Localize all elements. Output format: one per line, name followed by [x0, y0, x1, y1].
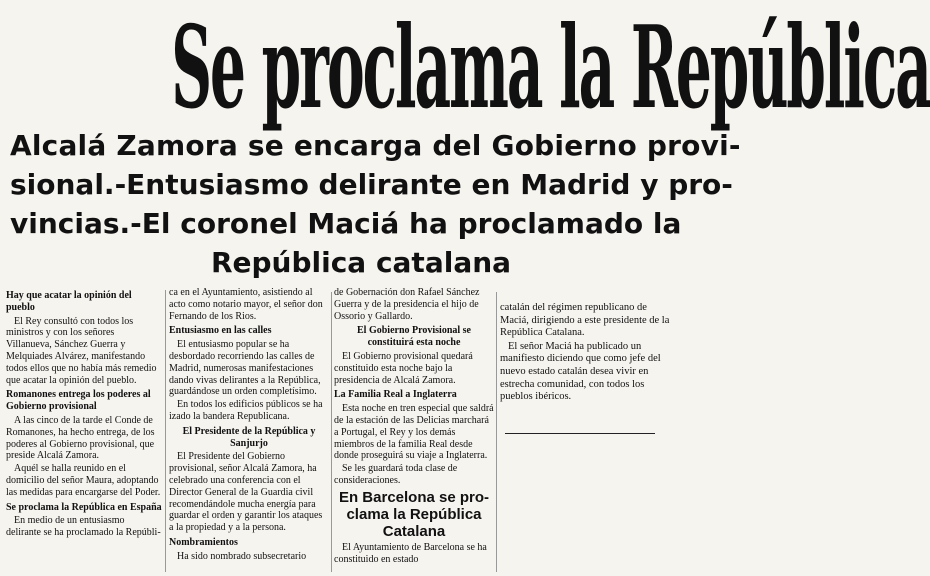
paragraph: El Presidente del Gobierno provisional, señor Alcalá Zamora, ha celebrado una conferencia con el Director General de la Guardia civil recomendándole mucha energía para guardar el orden y garantir los ataques a la propiedad y a la persona. — [169, 451, 323, 534]
barcelona-subheadline-line-2: clama la República — [346, 505, 482, 523]
barcelona-subheadline — [334, 489, 494, 540]
section-heading: El Gobierno Provisional se constituirá esta noche — [357, 325, 471, 349]
paragraph: A las cinco de la tarde el Conde de Romanones, ha hecho entrega, de los poderes al Gobierno provisional, que preside Alcalá Zamora. — [6, 414, 155, 462]
column-end-rule — [505, 433, 655, 434]
article-column-3 — [334, 287, 494, 566]
section-heading: Se proclama la República en España — [6, 501, 162, 513]
column-divider — [165, 290, 166, 572]
paragraph: catalán del régimen republicano de Maciá, dirigiendo a este presidente de la República Catalana. — [500, 302, 670, 339]
barcelona-subheadline-line-3: Catalana — [382, 522, 446, 540]
section-heading: Romanones entrega los poderes al Gobierno provisional — [6, 389, 151, 413]
paragraph: Ha sido nombrado subsecretario — [177, 550, 307, 562]
barcelona-subheadline-line-1: En Barcelona se pro- — [338, 488, 490, 506]
section-heading: Hay que acatar la opinión del pueblo — [6, 290, 132, 313]
headline: Se proclama la República — [171, 1, 930, 134]
section-heading: Entusiasmo en las calles — [169, 325, 272, 337]
paragraph: Esta noche en tren especial que saldrá de la estación de las Delicias marchará a Portugal, el Rey y los demás miembros de la familia Real desde donde proseguirá su viaje a Inglaterra. — [334, 403, 494, 462]
article-column-1 — [6, 287, 162, 540]
subheadline-line-3: vincias.-El coronel Maciá ha proclamado la — [10, 207, 682, 240]
subheadline-line-1: Alcalá Zamora se encarga del Gobierno provi- — [10, 129, 741, 162]
paragraph: El entusiasmo popular se ha desbordado recorriendo las calles de Madrid, numerosas manifestaciones dando vivas delirantes a la República, guardándose un orden completísimo. — [169, 339, 321, 398]
column-divider — [496, 292, 497, 572]
subheadline-line-2: sional.-Entusiasmo delirante en Madrid y pro- — [10, 168, 733, 201]
subheadline-line-4: República catalana — [210, 246, 512, 279]
paragraph: El Rey consultó con todos los ministros y con los señores Villanueva, Sánchez Guerra y Melquiades Alvárez, manifestando todos ellos que no había más remedio que acatar la opinión del pueblo. — [6, 315, 157, 386]
section-heading: Nombramientos — [169, 536, 238, 548]
paragraph: En medio de un entusiasmo delirante se ha proclamado la Repúbli- — [6, 515, 161, 539]
section-heading: El Presidente de la República y Sanjurjo — [182, 425, 316, 449]
paragraph: Se les guardará toda clase de consideraciones. — [334, 463, 458, 486]
paragraph: En todos los edificios públicos se ha izado la bandera Republicana. — [169, 399, 323, 422]
paragraph: El Gobierno provisional quedará constituido esta noche bajo la presidencia de Alcalá Zamora. — [334, 350, 473, 386]
subheadline — [10, 126, 741, 282]
paragraph: de Gobernación don Rafael Sánchez Guerra y de la presidencia el hijo de Ossorio y Gallardo. — [334, 287, 480, 322]
paragraph: El Ayuntamiento de Barcelona se ha constituido en estado — [334, 541, 487, 565]
paragraph: Aquél se halla reunido en el domicilio del señor Maura, adoptando las medidas para encargarse del Poder. — [6, 463, 161, 498]
section-heading: La Familia Real a Inglaterra — [334, 389, 457, 401]
article-column-4 — [500, 302, 670, 405]
paragraph: ca en el Ayuntamiento, asistiendo al acto como notario mayor, el señor don Fernando de los Rios. — [169, 287, 323, 322]
column-divider — [331, 292, 332, 572]
paragraph: El señor Maciá ha publicado un manifiesto diciendo que como jefe del nuevo estado catalán desea vivir en estrecha comunidad, con todos los pueblos ibéricos. — [500, 340, 661, 403]
article-column-2 — [169, 287, 329, 564]
